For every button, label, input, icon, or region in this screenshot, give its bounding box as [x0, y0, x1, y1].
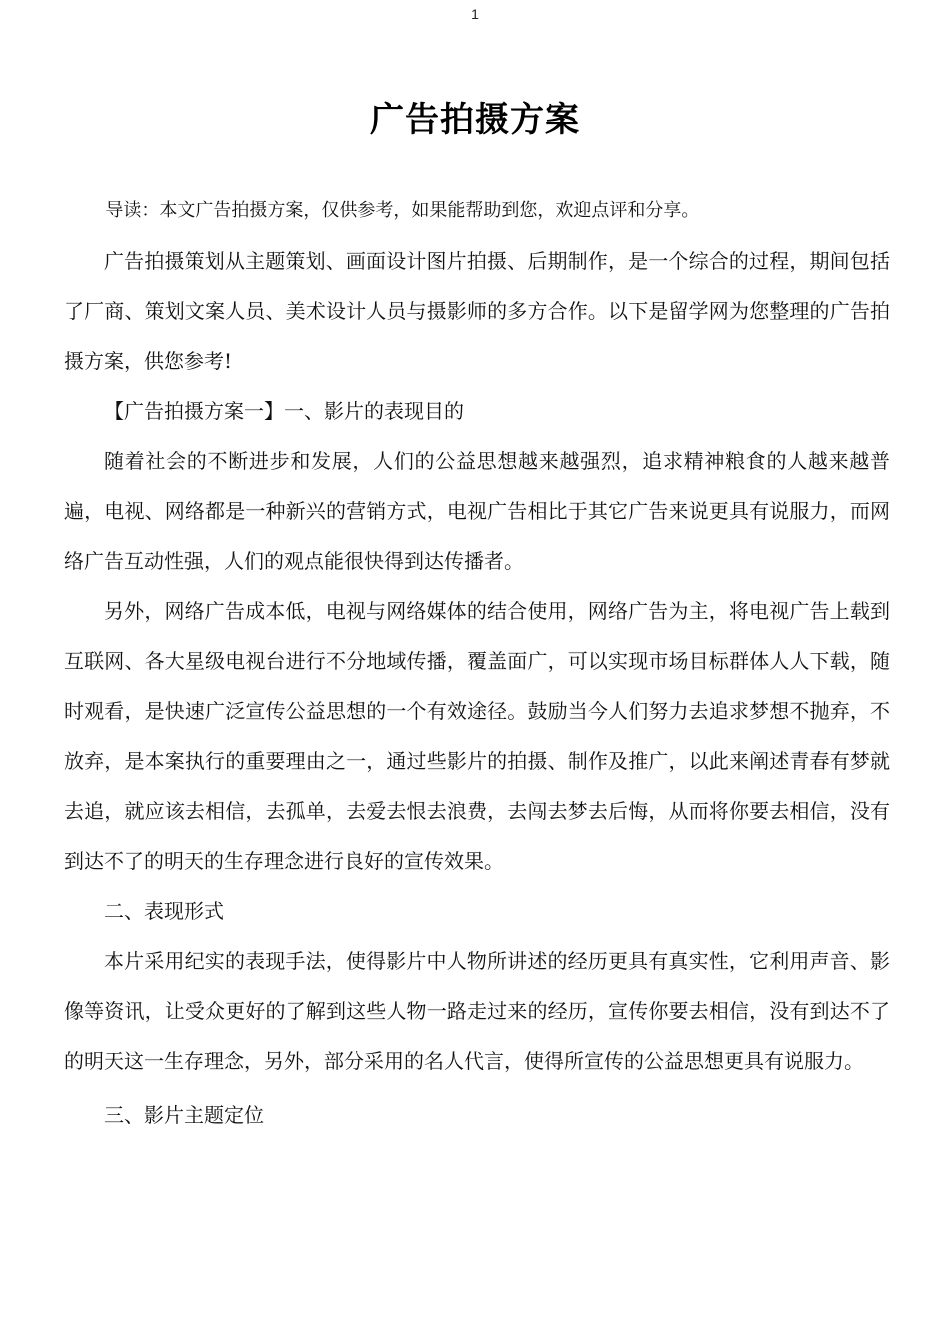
body-paragraph: 另外，网络广告成本低，电视与网络媒体的结合使用，网络广告为主，将电视广告上载到互联网、各大星级电视台进行不分地域传播，覆盖面广，可以实现市场目标群体人人下载，随时观看，是快速广泛宣传公益思想的一个有效途径。鼓励当今人们努力去追求梦想不抛弃，不放弃，是本案执行的重要理由之一，通过些影片的拍摄、制作及推广，以此来阐述青春有梦就去追，就应该去相信，去孤单，去爱去恨去浪费，去闯去梦去后悔，从而将你要去相信，没有到达不了的明天的生存理念进行良好的宣传效果。 — [64, 599, 890, 873]
document-title: 广告拍摄方案 — [370, 100, 580, 140]
body-paragraph: 本片采用纪实的表现手法，使得影片中人物所讲述的经历更具有真实性，它利用声音、影像等资讯，让受众更好的了解到这些人物一路走过来的经历，宣传你要去相信，没有到达不了的明天这一生存理念，另外，部分采用的名人代言，使得所宣传的公益思想更具有说服力。 — [64, 949, 890, 1073]
section-heading: 三、影片主题定位 — [104, 1103, 264, 1127]
document-body — [64, 186, 890, 1140]
body-paragraph: 随着社会的不断进步和发展，人们的公益思想越来越强烈，追求精神粮食的人越来越普遍，电视、网络都是一种新兴的营销方式，电视广告相比于其它广告来说更具有说服力，而网络广告互动性强，人们的观点能很快得到达传播者。 — [64, 449, 890, 573]
page-number: 1 — [471, 6, 479, 22]
intro-paragraph: 导读：本文广告拍摄方案，仅供参考，如果能帮助到您，欢迎点评和分享。 — [105, 200, 700, 221]
section-heading: 【广告拍摄方案一】一、影片的表现目的 — [104, 399, 464, 423]
body-paragraph: 广告拍摄策划从主题策划、画面设计图片拍摄、后期制作，是一个综合的过程，期间包括了厂商、策划文案人员、美术设计人员与摄影师的多方合作。以下是留学网为您整理的广告拍摄方案，供您参考! — [64, 249, 890, 373]
section-heading: 二、表现形式 — [104, 899, 224, 923]
